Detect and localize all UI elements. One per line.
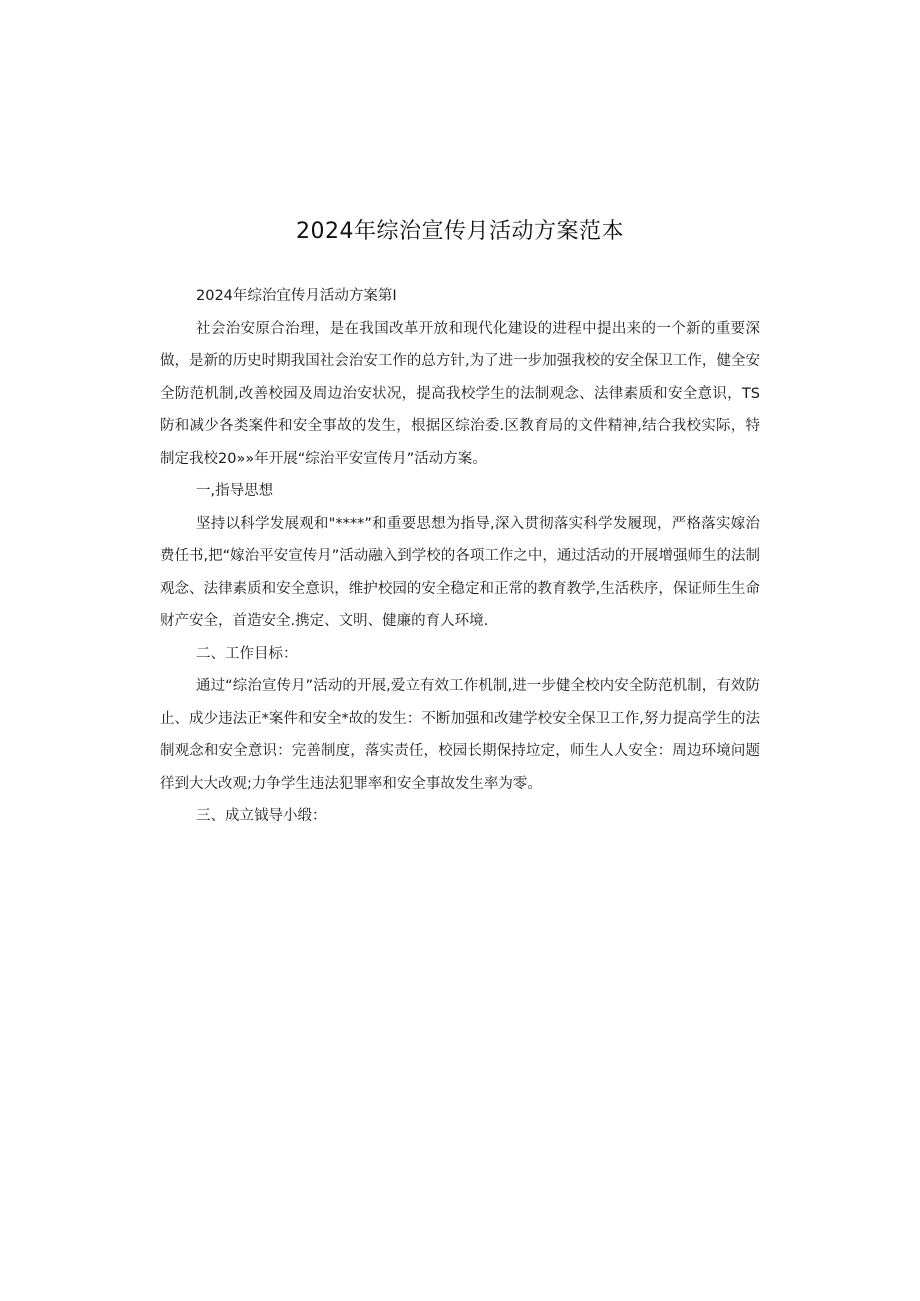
section-heading-guiding-ideology: 一,指导思想 bbox=[196, 483, 274, 499]
document-body bbox=[160, 280, 760, 833]
work-goals-paragraph: 通过“综治宣传月”活动的开展,爱立有效工作机制,进一步健全校内安全防范机制，有效防止、成少违法正*案件和安全*故的发生：不断加强和改建学校安全保卫工作,努力提高学生的法制观念和安全意识：完善制度，落实责任，校园长期保持垃定，师生人人安全：周边环境问题徉到大大改观;力争学生违法犯罪率和安全事故发生率为零。 bbox=[160, 678, 760, 792]
section-heading-work-goals: 二、工作目标： bbox=[196, 645, 298, 662]
section-heading-leadership-group: 三、成立钺导小缎： bbox=[196, 808, 327, 824]
intro-paragraph: 社会治安原合治理，是在我国改革开放和现代化建设的进程中提出来的一个新的重要深做，是新的历史时期我国社会治安工作的总方针,为了进一步加强我校的安全保卫工作，健全安全防范机制,改善校园及周边治安状况，提高我校学生的法制观念、法律素质和安全意识，TS防和减少各类案件和安全事故的发生，根据区综治委.区教育局的文件精神,结合我校实际，特制定我校20»»年开展“综治平安宣传月”活动方案。 bbox=[160, 320, 760, 467]
document-title: 2024年综治宣传月活动方案范本 bbox=[296, 219, 624, 244]
plan-subtitle-paragraph: 2024年综治宜传月活动方案第I bbox=[196, 288, 397, 304]
guiding-ideology-paragraph: 坚持以科学发展观和"****”和重要思想为指导,深入贯彻落实科学发履现，严格落实嫁治费任书,把“嫁治平安宣传月”活动融入到学校的各项工作之中，通过活动的开展增强师生的法制观念、法律素质和安全意识，维护校园的安全稳定和正常的教育教学,生活秩序，保证师生生命财产安全，首造安全.携定、文明、健廉的育人环境. bbox=[160, 515, 760, 629]
